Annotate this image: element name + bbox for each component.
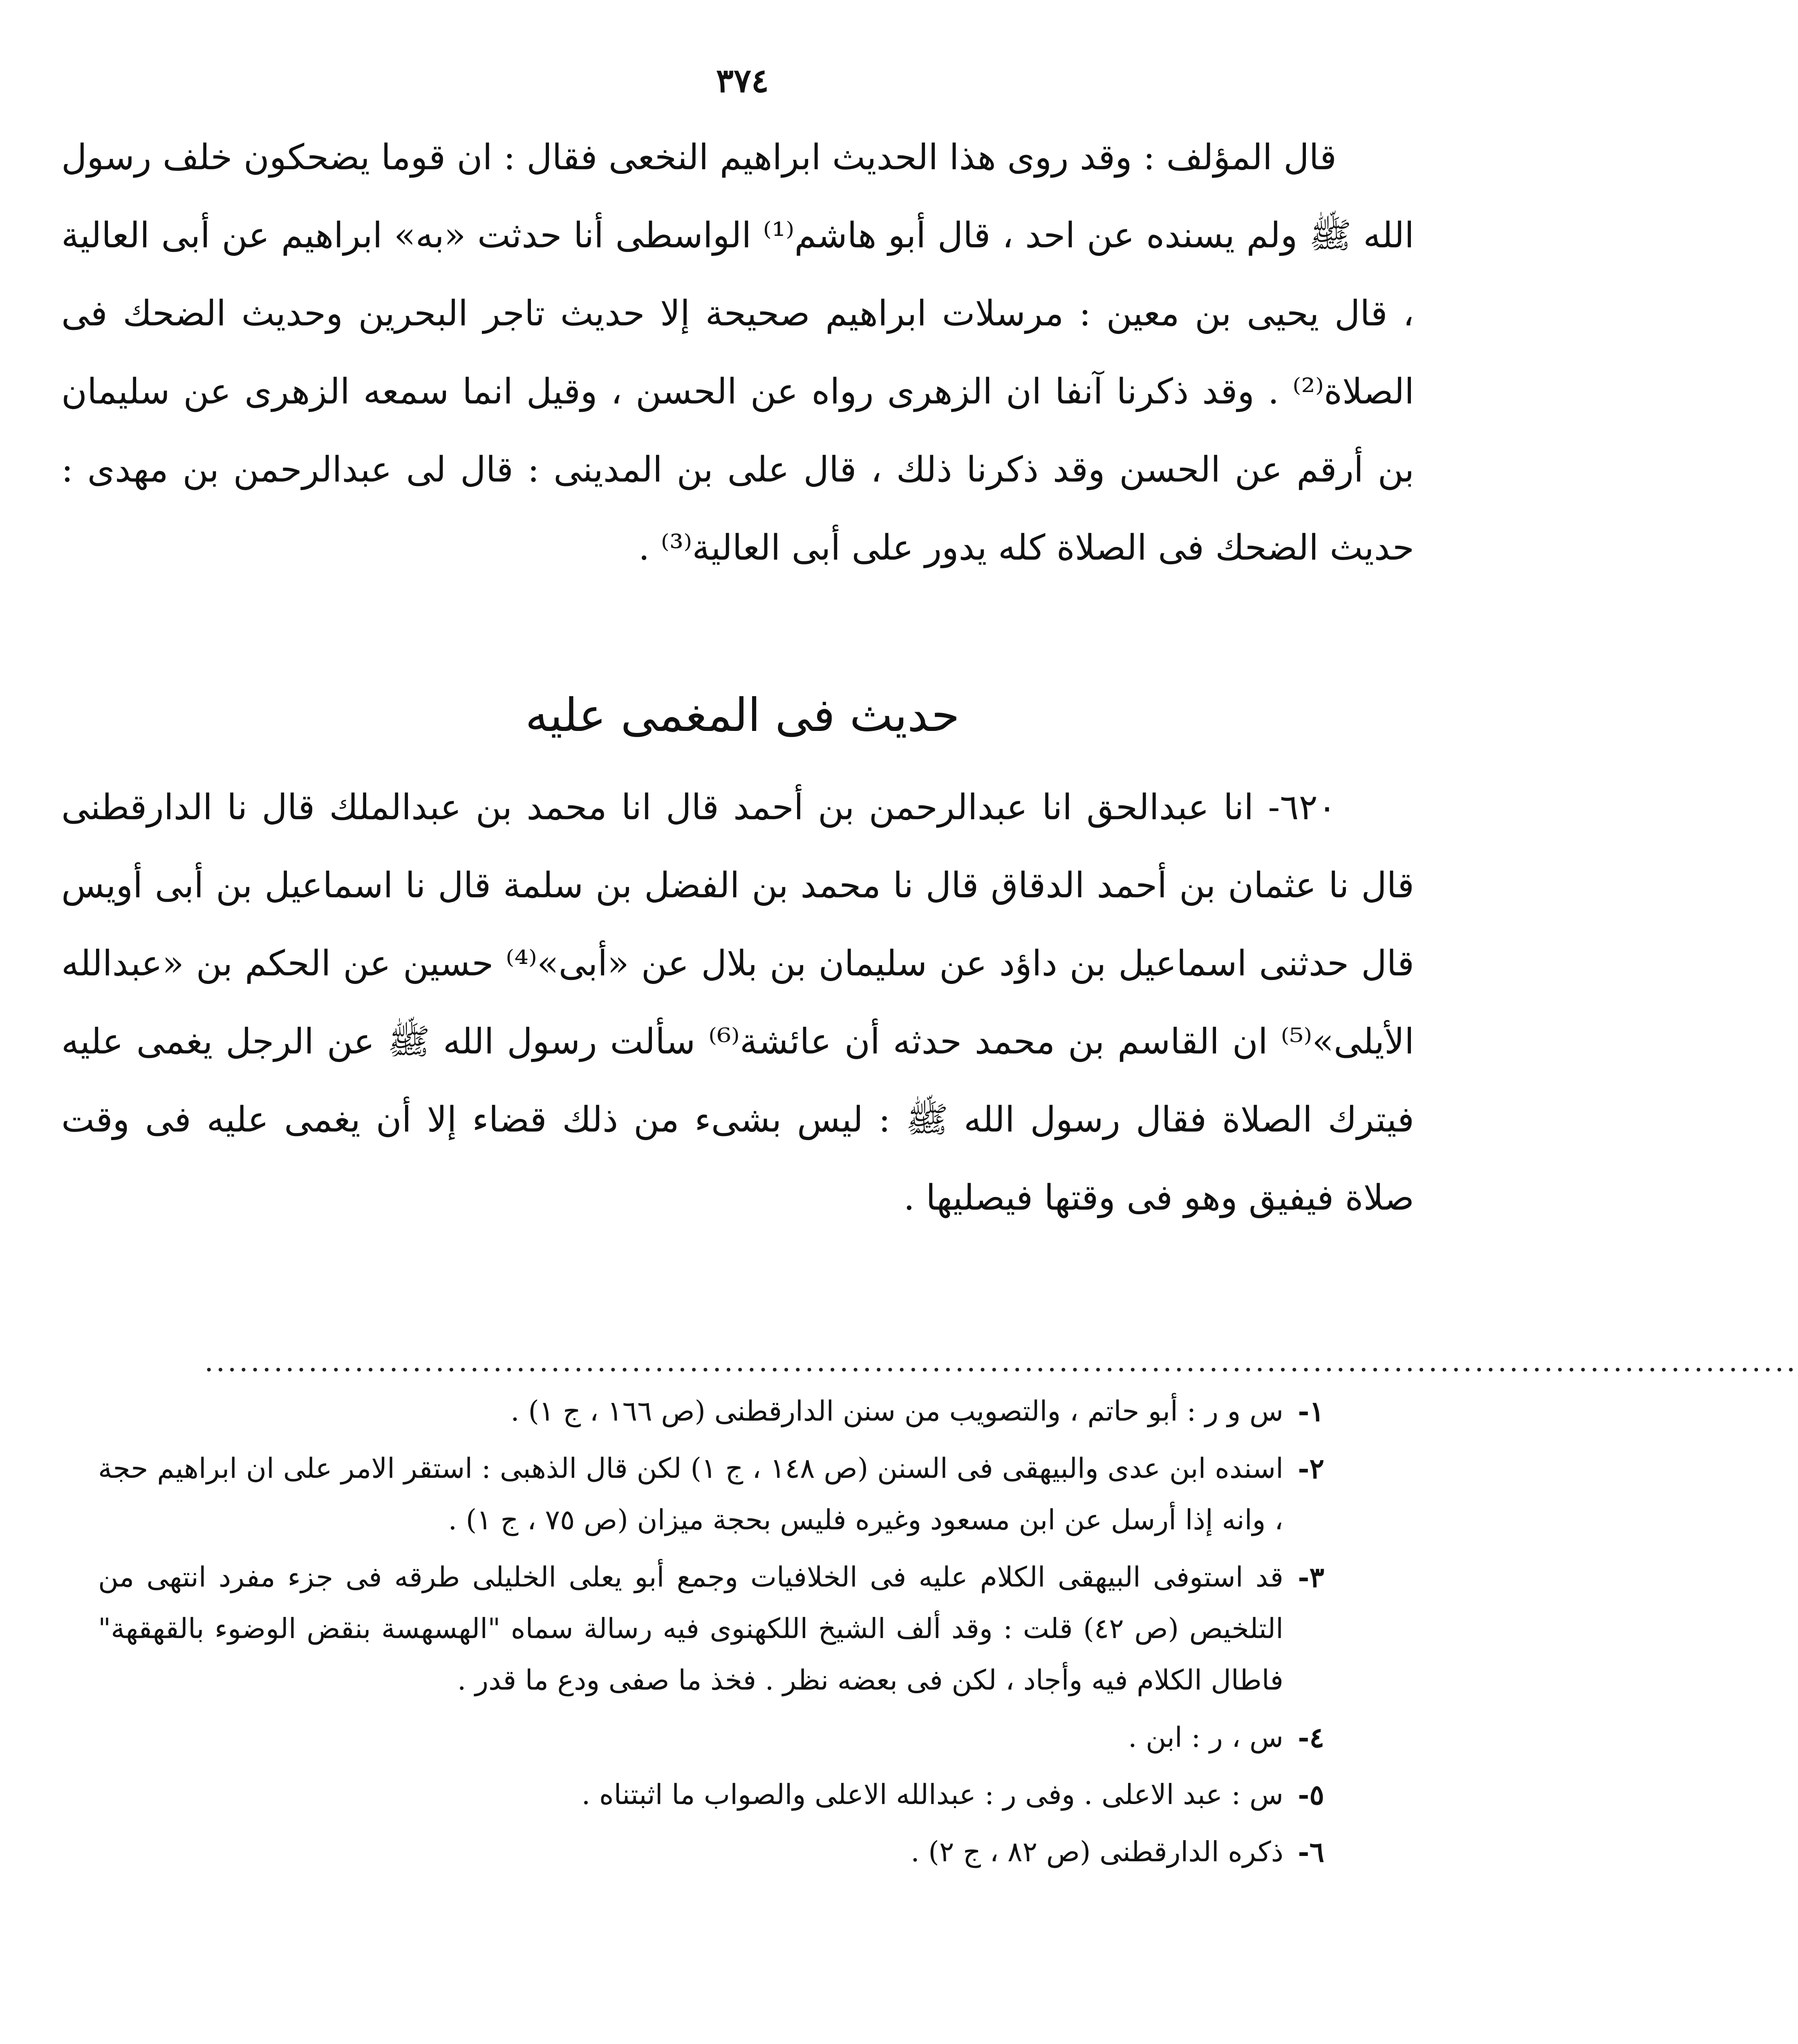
footnote-number: ٢- [1298, 1452, 1324, 1485]
footnote-3 [98, 1552, 1324, 1706]
footnote-5 [98, 1769, 1324, 1821]
footnote-2 [98, 1443, 1324, 1546]
section-heading: حديث فى المغمى عليه [525, 689, 960, 742]
footnote-text: س : عبد الاعلى . وفى ر : عبدالله الاعلى والصواب ما اثبتناه . [581, 1779, 1283, 1811]
hadith-text-block [61, 769, 1414, 1237]
hadith-paragraph: ٦٢٠- انا عبدالحق انا عبدالرحمن بن أحمد قال انا محمد بن عبدالملك قال نا الدارقطنى قال نا عثمان بن أحمد الدقاق قال نا محمد بن الفضل بن سلمة قال نا اسماعيل بن أبى أويس قال حدثنى اسماعيل بن داؤد عن سليمان بن بلال عن «أبى»⁽⁴⁾ حسين عن الحكم بن «عبدالله الأيلى»⁽⁵⁾ ان القاسم بن محمد حدثه أن عائشة⁽⁶⁾ سألت رسول الله ﷺ عن الرجل يغمى عليه فيترك الصلاة فقال رسول الله ﷺ : ليس بشىء من ذلك قضاء إلا أن يغمى عليه فى وقت صلاة فيفيق وهو فى وقتها فيصليها . [61, 787, 1414, 1218]
footnote-text: قد استوفى البيهقى الكلام عليه فى الخلافيات وجمع أبو يعلى الخليلى طرقه فى جزء مفرد انتهى من التلخيص (ص ٤٢) قلت : وقد ألف الشيخ اللكهنوى فيه رسالة سماه "الهسهسة بنقض الوضوء بالقهقهة" فاطال الكلام فيه وأجاد ، لكن فى بعضه نظر . فخذ ما صفى ودع ما قدر . [98, 1561, 1283, 1697]
footnote-text: س و ر : أبو حاتم ، والتصويب من سنن الدارقطنى (ص ١٦٦ ، ج ١) . [511, 1395, 1283, 1428]
footnote-text: س ، ر : ابن . [1128, 1721, 1283, 1754]
footnote-separator: .......................................................................................................................................... [204, 1345, 1798, 1378]
footnote-number: ٣- [1298, 1561, 1324, 1594]
footnote-4 [98, 1712, 1324, 1764]
footnote-number: ٥- [1298, 1779, 1324, 1811]
main-paragraph: قال المؤلف : وقد روى هذا الحديث ابراهيم النخعى فقال : ان قوما يضحكون خلف رسول الله ﷺ ولم يسنده عن احد ، قال أبو هاشم⁽¹⁾ الواسطى أنا حدثت «به» ابراهيم عن أبى العالية ، قال يحيى بن معين : مرسلات ابراهيم صحيحة إلا حديث تاجر البحرين وحديث الضحك فى الصلاة⁽²⁾ . وقد ذكرنا آنفا ان الزهرى رواه عن الحسن ، وقيل انما سمعه الزهرى عن سليمان بن أرقم عن الحسن وقد ذكرنا ذلك ، قال على بن المدينى : قال لى عبدالرحمن بن مهدى : حديث الضحك فى الصلاة كله يدور على أبى العالية⁽³⁾ . [61, 137, 1414, 568]
footnote-text: ذكره الدارقطنى (ص ٨٢ ، ج ٢) . [911, 1836, 1283, 1868]
footnote-number: ٤- [1298, 1721, 1324, 1754]
footnote-1 [98, 1386, 1324, 1437]
footnote-6 [98, 1827, 1324, 1878]
page-number: ٣٧٤ [716, 61, 769, 100]
main-text-block [61, 119, 1414, 587]
footnote-text: اسنده ابن عدى والبيهقى فى السنن (ص ١٤٨ ، ج ١) لكن قال الذهبى : استقر الامر على ان ابراهيم حجة ، وانه إذا أرسل عن ابن مسعود وغيره فليس بحجة ميزان (ص ٧٥ ، ج ١) . [98, 1452, 1284, 1536]
footnotes-list [98, 1386, 1324, 1884]
footnote-number: ٦- [1298, 1836, 1324, 1869]
footnote-number: ١- [1298, 1395, 1324, 1428]
